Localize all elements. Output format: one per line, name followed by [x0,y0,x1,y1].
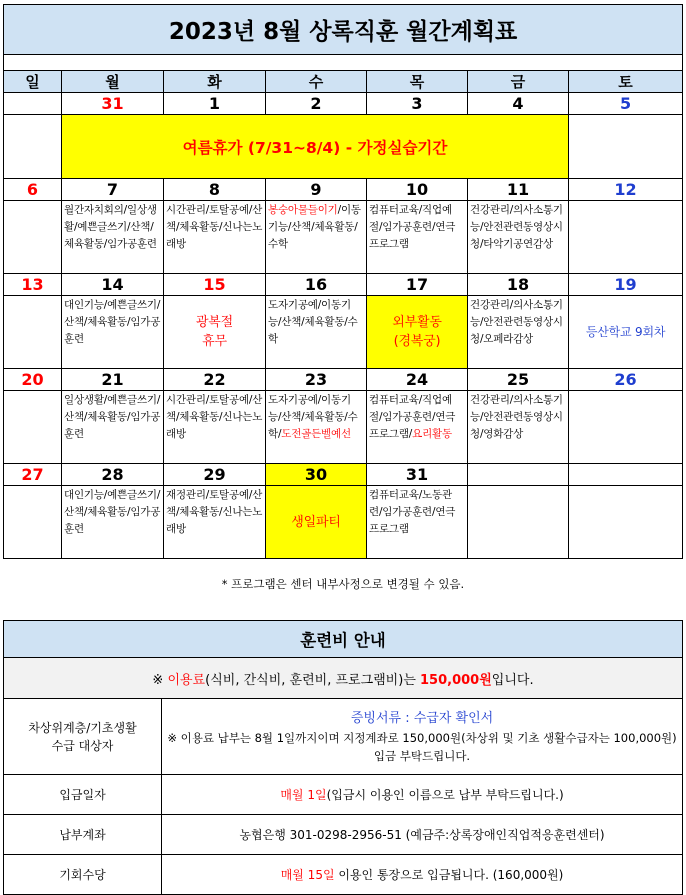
date-cell: 20 [4,369,62,391]
notice-suffix: 입니다. [491,672,534,688]
notice-highlight: 이용료 [167,672,206,688]
date-cell: 1 [164,93,266,115]
date-cell: 15 [164,274,266,296]
holiday-cell [164,296,266,369]
date-cell: 18 [468,274,569,296]
schedule-cell: 시간관리/토탈공예/산책/체육활동/신나는노래방 [164,391,266,464]
date-cell: 27 [4,464,62,486]
schedule-cell [266,391,367,464]
weekday-sat: 토 [569,71,683,93]
date-cell [468,464,569,486]
weekday-mon: 월 [62,71,164,93]
monthly-calendar [3,4,683,559]
special-event-text: 도전골든벨예선 [281,428,351,440]
notice-prefix: ※ [152,672,168,688]
schedule-cell: 시간관리/토탈공예/산책/체육활동/신나는노래방 [164,201,266,274]
special-event-text: 봉숭아물들이기 [268,204,338,216]
week-5-content [4,486,683,559]
week-4-dates [4,369,683,391]
date-cell: 31 [367,464,468,486]
schedule-cell [4,296,62,369]
date-cell: 14 [62,274,164,296]
week-5-dates [4,464,683,486]
schedule-cell [266,201,367,274]
account-value: 농협은행 301-0298-2956-51 (예금주:상록장애인직업적응훈련센터) [162,815,683,855]
date-cell [569,464,683,486]
eligibility-label-line1: 차상위계층/기초생활 [28,720,137,735]
allowance-highlight: 매월 15일 [280,868,335,882]
date-cell: 11 [468,179,569,201]
weekday-sun: 일 [4,71,62,93]
schedule-cell [569,486,683,559]
week-4-content [4,391,683,464]
schedule-cell [4,201,62,274]
date-cell: 10 [367,179,468,201]
week-1-content [4,115,683,179]
schedule-cell: 대인기능/예쁜글쓰기/산책/체육활동/임가공훈련 [62,486,164,559]
date-cell: 22 [164,369,266,391]
holiday-closed: 휴무 [202,334,227,349]
deposit-date-highlight: 매월 1일 [280,788,327,802]
week-1-dates [4,93,683,115]
outing-title: 외부활동 [392,315,442,330]
date-cell: 16 [266,274,367,296]
date-cell: 3 [367,93,468,115]
schedule-cell: 대인기능/예쁜글쓰기/산책/체육활동/임가공훈련 [62,296,164,369]
schedule-cell [4,391,62,464]
eligibility-label [4,699,162,775]
eligibility-value [162,699,683,775]
date-cell: 2 [266,93,367,115]
summer-vacation-banner: 여름휴가 (7/31~8/4) - 가정실습기간 [62,115,569,179]
outing-place: (경복궁) [393,334,441,349]
weekday-tue: 화 [164,71,266,93]
special-event-text: 요리활동 [412,428,452,440]
program-change-note: * 프로그램은 센터 내부사정으로 변경될 수 있음. [221,577,465,591]
fee-section-title: 훈련비 안내 [4,621,683,658]
weekday-fri: 금 [468,71,569,93]
week-3-content [4,296,683,369]
date-cell: 21 [62,369,164,391]
week-2-dates [4,179,683,201]
schedule-cell: 건강관리/의사소통기능/안전관련동영상시청/영화감상 [468,391,569,464]
date-cell: 26 [569,369,683,391]
schedule-text: /이동기능/산책/체육활동/수학 [268,204,361,250]
date-cell: 5 [569,93,683,115]
schedule-cell: 일상생활/예쁜글쓰기/산책/체육활동/임가공훈련 [62,391,164,464]
date-cell: 8 [164,179,266,201]
date-cell: 29 [164,464,266,486]
date-cell: 9 [266,179,367,201]
notice-middle: (식비, 간식비, 훈련비, 프로그램비)는 [205,672,421,688]
schedule-cell: 컴퓨터교육/노동관련/임가공훈련/연극프로그램 [367,486,468,559]
deposit-date-rest: (입금시 이용인 이름으로 납부 부탁드립니다.) [326,788,564,802]
empty-cell [569,115,683,179]
payment-note: ※ 이용료 납부는 8월 1일까지이며 지정계좌로 150,000원(차상위 및 기초 생활수급자는 100,000원) 입금 부탁드립니다. [167,730,677,763]
fee-notice [4,658,683,699]
date-cell: 17 [367,274,468,296]
date-cell: 24 [367,369,468,391]
allowance-value [162,855,683,895]
deposit-date-value [162,775,683,815]
date-cell: 25 [468,369,569,391]
week-2-content [4,201,683,274]
weekday-thu: 목 [367,71,468,93]
date-cell: 19 [569,274,683,296]
date-cell: 6 [4,179,62,201]
schedule-cell: 월간자치회의/일상생활/예쁜글쓰기/산책/체육활동/임가공훈련 [62,201,164,274]
date-cell: 7 [62,179,164,201]
date-cell: 4 [468,93,569,115]
account-label: 납부계좌 [4,815,162,855]
date-cell: 30 [266,464,367,486]
weekday-wed: 수 [266,71,367,93]
spacer-row [4,55,683,71]
schedule-cell [4,486,62,559]
eligibility-label-line2: 수급 대상자 [51,738,114,753]
deposit-date-label: 입금일자 [4,775,162,815]
schedule-cell [367,391,468,464]
schedule-text: 도자기공예/이동기능/산책/체육활동/수학/ [268,394,358,440]
notice-amount: 150,000원 [420,672,492,688]
date-cell: 31 [62,93,164,115]
schedule-cell: 건강관리/의사소통기능/안전관련동영상시청/타악기공연감상 [468,201,569,274]
schedule-cell: 도자기공예/이동기능/산책/체육활동/수학 [266,296,367,369]
holiday-name: 광복절 [195,315,234,330]
outing-cell [367,296,468,369]
schedule-cell: 건강관리/의사소통기능/안전관련동영상시청/오페라감상 [468,296,569,369]
date-cell: 13 [4,274,62,296]
date-cell: 28 [62,464,164,486]
week-3-dates [4,274,683,296]
required-documents: 증빙서류 : 수급자 확인서 [350,710,494,726]
empty-cell [4,115,62,179]
schedule-cell [569,201,683,274]
hiking-school-cell: 등산학교 9회차 [569,296,683,369]
date-cell: 12 [569,179,683,201]
schedule-cell [468,486,569,559]
schedule-text: 컴퓨터교육/직업예절/임가공훈련/연극프로그램/ [369,394,456,440]
date-cell: 23 [266,369,367,391]
schedule-cell: 재정관리/토탈공예/산책/체육활동/신나는노래방 [164,486,266,559]
schedule-cell: 컴퓨터교육/직업예절/임가공훈련/연극프로그램 [367,201,468,274]
date-cell [4,93,62,115]
allowance-rest: 이용인 통장으로 입금됩니다. (160,000원) [334,868,564,882]
page-title: 2023년 8월 상록직훈 월간계획표 [4,5,683,55]
fee-info-table [3,620,683,895]
schedule-cell [569,391,683,464]
allowance-label: 기회수당 [4,855,162,895]
weekday-header-row [4,71,683,93]
birthday-party-cell: 생일파티 [266,486,367,559]
